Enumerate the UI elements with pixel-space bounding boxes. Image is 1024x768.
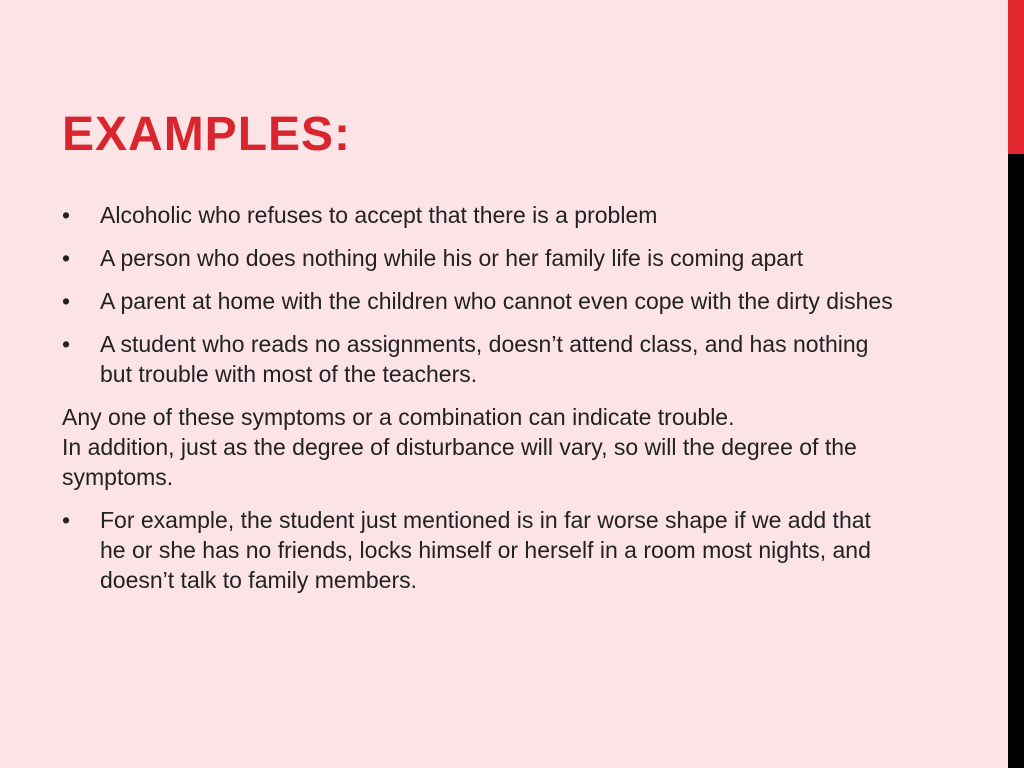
bullet-text: A person who does nothing while his or her family life is coming apart bbox=[100, 245, 804, 271]
bullet-item bbox=[62, 243, 902, 273]
body-paragraph: Any one of these symptoms or a combination can indicate trouble. In addition, just as the degree of disturbance will vary, so will the degree of the symptoms. bbox=[62, 404, 857, 490]
bullet-marker: • bbox=[62, 202, 71, 228]
bullet-text: A student who reads no assignments, doesn’t attend class, and has nothing but trouble with most of the teachers. bbox=[100, 331, 869, 387]
bullet-marker: • bbox=[62, 331, 71, 357]
bullet-marker: • bbox=[62, 245, 71, 271]
bullet-item bbox=[62, 286, 902, 316]
bullet-item bbox=[62, 200, 902, 230]
bullet-text: For example, the student just mentioned is in far worse shape if we add that he or she has no friends, locks himself or herself in a room most nights, and doesn’t talk to family members. bbox=[100, 507, 871, 593]
bullet-item bbox=[62, 329, 902, 389]
slide-title: EXAMPLES: bbox=[62, 108, 352, 161]
bullet-item bbox=[62, 505, 902, 595]
bullet-marker: • bbox=[62, 288, 71, 314]
accent-bar-red bbox=[1008, 0, 1024, 154]
bullet-marker: • bbox=[62, 507, 71, 533]
slide-body bbox=[62, 200, 902, 608]
bullet-text: A parent at home with the children who cannot even cope with the dirty dishes bbox=[100, 288, 893, 314]
bullet-text: Alcoholic who refuses to accept that there is a problem bbox=[100, 202, 658, 228]
accent-bar-black bbox=[1008, 154, 1024, 768]
